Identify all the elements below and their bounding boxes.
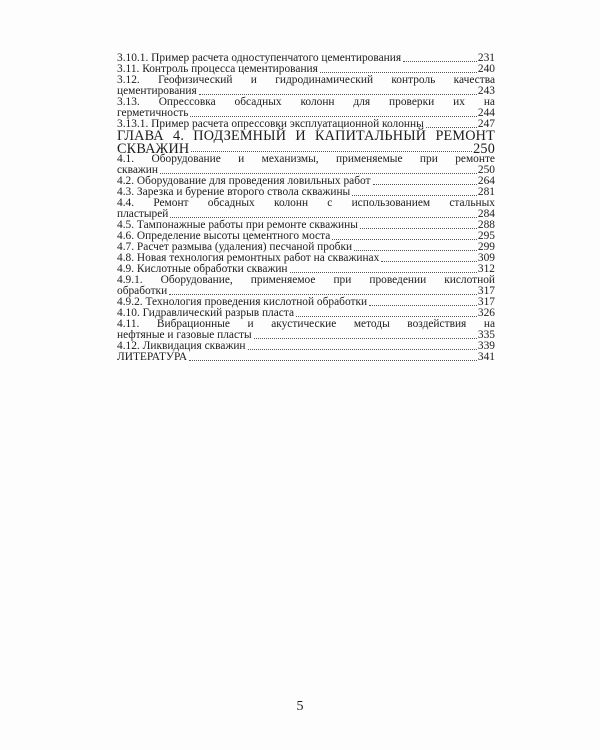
dot-leader <box>320 72 477 73</box>
toc-entry-title: 4.12. Ликвидация скважин <box>117 340 246 352</box>
dot-leader <box>199 94 477 95</box>
toc-entry[interactable] <box>117 275 495 297</box>
toc-entry-title: 4.2. Оборудование для проведения ловильных работ <box>117 175 371 187</box>
toc-entry-title: 3.10.1. Пример расчета одноступенчатого цементирования <box>117 52 402 64</box>
toc-entry-page-number: 317 <box>477 285 495 297</box>
toc-entry-title: скважин <box>117 164 158 176</box>
toc-entry-page-number: 264 <box>477 175 495 187</box>
toc-entry-page-number: 326 <box>477 307 495 319</box>
page-number: 5 <box>296 699 304 714</box>
toc-entry-page-number: 312 <box>477 263 495 275</box>
dot-leader <box>352 195 477 196</box>
toc-entry-title: обработки <box>117 285 168 297</box>
toc-entry-title: 4.3. Зарезка и бурение второго ствола скважины <box>117 186 351 198</box>
table-of-contents <box>117 53 495 363</box>
toc-entry-title: ЛИТЕРАТУРА <box>117 351 188 363</box>
dot-leader <box>360 228 477 229</box>
toc-entry-title: 4.7. Расчет размыва (удаления) песчаной пробки <box>117 241 353 253</box>
toc-entry-title: 4.10. Гидравлический разрыв пласта <box>117 307 295 319</box>
dot-leader <box>381 261 477 262</box>
toc-entry-page-number: 288 <box>477 219 495 231</box>
toc-entry-title-line: ГЛАВА 4. ПОДЗЕМНЫЙ И КАПИТАЛЬНЫЙ РЕМОНТ <box>117 128 495 144</box>
toc-entry-title: 4.8. Новая технология ремонтных работ на скважинах <box>117 252 380 264</box>
toc-entry-title: 3.11. Контроль процесса цементирования <box>117 63 318 75</box>
dot-leader <box>191 151 472 152</box>
toc-entry-title: герметичность <box>117 107 189 119</box>
toc-entry-page-number: 309 <box>477 252 495 264</box>
dot-leader <box>354 250 477 251</box>
toc-entry-title-line: 4.11. Вибрационные и акустические методы воздействия на <box>117 318 495 330</box>
toc-entry-page-number: 281 <box>477 186 495 198</box>
toc-entry[interactable] <box>117 352 495 363</box>
dot-leader <box>332 239 477 240</box>
toc-entry-title: 4.5. Тампонажные работы при ремонте скважины <box>117 219 358 231</box>
toc-entry-title: пластырей <box>117 208 169 220</box>
toc-entry-title: цементирования <box>117 85 197 97</box>
dot-leader <box>369 305 477 306</box>
toc-entry-page-number: 341 <box>477 351 495 363</box>
toc-entry-page-number: 250 <box>473 141 495 157</box>
toc-entry[interactable] <box>117 319 495 341</box>
toc-entry[interactable] <box>117 75 495 97</box>
toc-entry-title-line: 3.13. Опрессовка обсадных колонн для проверки их на <box>117 96 495 108</box>
dot-leader <box>169 294 477 295</box>
dot-leader <box>189 360 477 361</box>
dot-leader <box>248 349 477 350</box>
dot-leader <box>296 316 477 317</box>
toc-entry-title-line: 4.1. Оборудование и механизмы, применяемые при ремонте <box>117 153 495 165</box>
dot-leader <box>290 272 477 273</box>
toc-entry-title-line: 3.12. Геофизический и гидродинамический контроль качества <box>117 74 495 86</box>
toc-entry-page-number: 335 <box>477 329 495 341</box>
toc-entry-title-line: 4.4. Ремонт обсадных колонн с использованием стальных <box>117 197 495 209</box>
toc-entry-title: СКВАЖИН <box>117 141 190 157</box>
toc-entry-title: 3.13.1. Пример расчета опрессовки эксплуатационной колонны <box>117 118 424 130</box>
toc-entry-page-number: 247 <box>477 118 495 130</box>
dot-leader <box>160 173 477 174</box>
dot-leader <box>170 217 477 218</box>
toc-entry-page-number: 244 <box>477 107 495 119</box>
toc-entry-page-number: 243 <box>477 85 495 97</box>
toc-entry[interactable] <box>117 198 495 220</box>
toc-entry-page-number: 240 <box>477 63 495 75</box>
toc-entry-title: нефтяные и газовые пласты <box>117 329 252 341</box>
toc-entry-page-number: 299 <box>477 241 495 253</box>
toc-entry-title: 4.9. Кислотные обработки скважин <box>117 263 288 275</box>
dot-leader <box>373 184 477 185</box>
toc-entry[interactable] <box>117 154 495 176</box>
toc-entry-title: 4.6. Определение высоты цементного моста <box>117 230 331 242</box>
toc-entry-page-number: 295 <box>477 230 495 242</box>
toc-entry-title-line: 4.9.1. Оборудование, применяемое при проведении кислотной <box>117 274 495 286</box>
toc-entry-page-number: 284 <box>477 208 495 220</box>
toc-entry-page-number: 317 <box>477 296 495 308</box>
toc-chapter-entry[interactable] <box>117 128 495 157</box>
toc-entry-page-number: 250 <box>477 164 495 176</box>
dot-leader <box>403 61 477 62</box>
toc-entry-page-number: 339 <box>477 340 495 352</box>
dot-leader <box>254 338 477 339</box>
dot-leader <box>190 116 476 117</box>
toc-entry-page-number: 231 <box>477 52 495 64</box>
toc-entry-title: 4.9.2. Технология проведения кислотной обработки <box>117 296 368 308</box>
toc-entry-leader-line <box>117 352 495 363</box>
toc-entry[interactable] <box>117 97 495 119</box>
